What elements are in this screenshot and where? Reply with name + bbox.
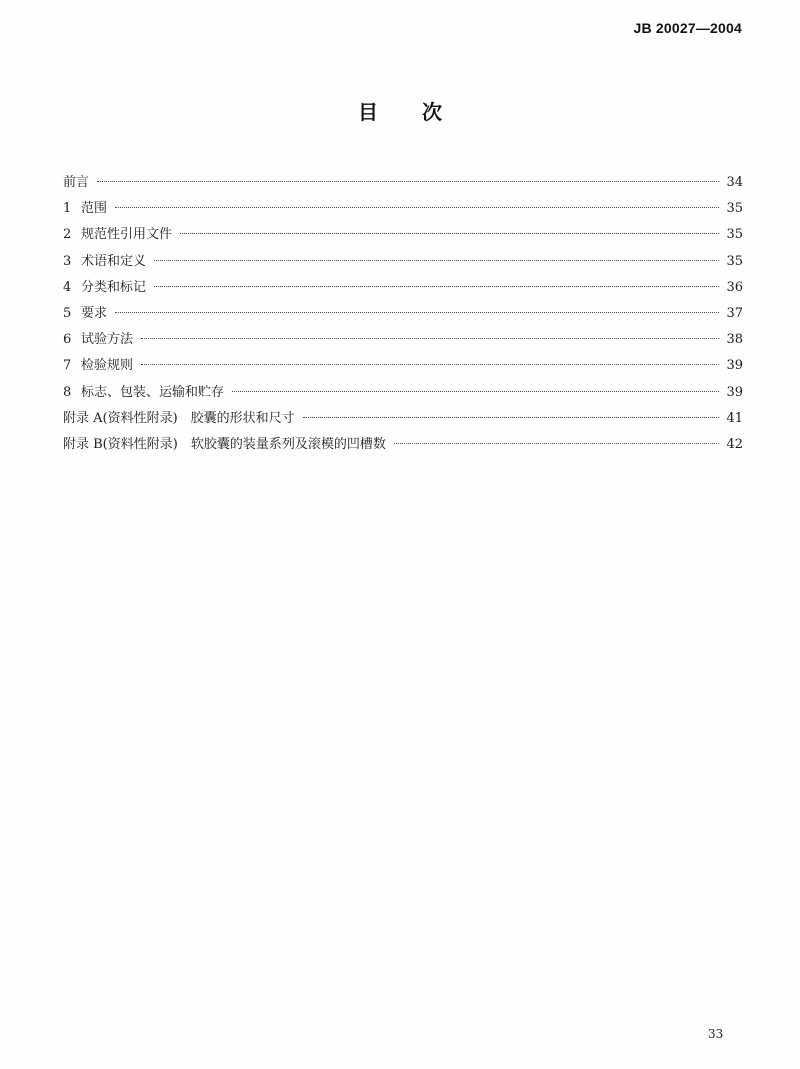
toc-entry-page: 35 [726,227,743,243]
toc-entry-page: 39 [726,358,743,374]
toc-entry-label: 规范性引用文件 [81,227,173,243]
toc-entry-page: 35 [726,253,743,269]
toc-entry-label: 附录 A(资料性附录) 胶囊的形状和尺寸 [63,410,295,426]
toc-dot-leader [115,207,719,208]
toc-entry-page: 35 [726,201,743,217]
toc-entry[interactable] [63,275,743,301]
toc-entry[interactable] [63,353,743,379]
toc-dot-leader [141,338,719,339]
toc-entry-label: 附录 B(资料性附录) 软胶囊的装量系列及滚模的凹槽数 [63,436,386,452]
table-of-contents [63,170,743,458]
toc-entry[interactable] [63,380,743,406]
toc-dot-leader [154,286,719,287]
toc-entry[interactable] [63,222,743,248]
toc-entry-label: 分类和标记 [81,279,147,295]
toc-dot-leader [303,417,719,418]
document-code: JB 20027—2004 [633,20,742,36]
toc-entry-page: 39 [726,384,743,400]
toc-entry-label: 标志、包装、运输和贮存 [81,384,225,400]
toc-entry-page: 38 [726,332,743,348]
toc-dot-leader [154,260,719,261]
toc-entry-number: 7 [63,358,72,374]
toc-dot-leader [394,443,719,444]
toc-entry[interactable] [63,432,743,458]
toc-dot-leader [141,364,719,365]
toc-title: 目次 [358,100,486,124]
toc-entry-label: 范围 [81,201,108,217]
toc-dot-leader [180,233,719,234]
toc-entry[interactable] [63,196,743,222]
toc-entry[interactable] [63,170,743,196]
page-number: 33 [708,1027,724,1041]
toc-dot-leader [115,312,719,313]
toc-entry-number: 2 [63,227,72,243]
toc-entry[interactable] [63,406,743,432]
toc-entry-page: 37 [726,305,743,321]
toc-entry-page: 34 [726,175,743,190]
toc-entry-number: 8 [63,384,72,400]
toc-entry-label: 检验规则 [81,358,134,374]
toc-dot-leader [97,181,719,182]
toc-entry-label: 术语和定义 [81,253,147,269]
toc-entry[interactable] [63,301,743,327]
toc-entry-number: 3 [63,253,72,269]
toc-entry-page: 41 [726,410,743,426]
toc-entry-number: 5 [63,305,72,321]
toc-dot-leader [232,391,719,392]
toc-entry-number: 4 [63,279,72,295]
toc-entry-number: 1 [63,201,72,217]
toc-entry-number: 6 [63,332,72,348]
toc-entry[interactable] [63,327,743,353]
toc-entry[interactable] [63,249,743,275]
toc-entry-label: 前言 [63,175,90,190]
toc-entry-page: 36 [726,279,743,295]
toc-entry-label: 要求 [81,305,108,321]
toc-entry-page: 42 [726,436,743,452]
toc-entry-label: 试验方法 [81,332,134,348]
